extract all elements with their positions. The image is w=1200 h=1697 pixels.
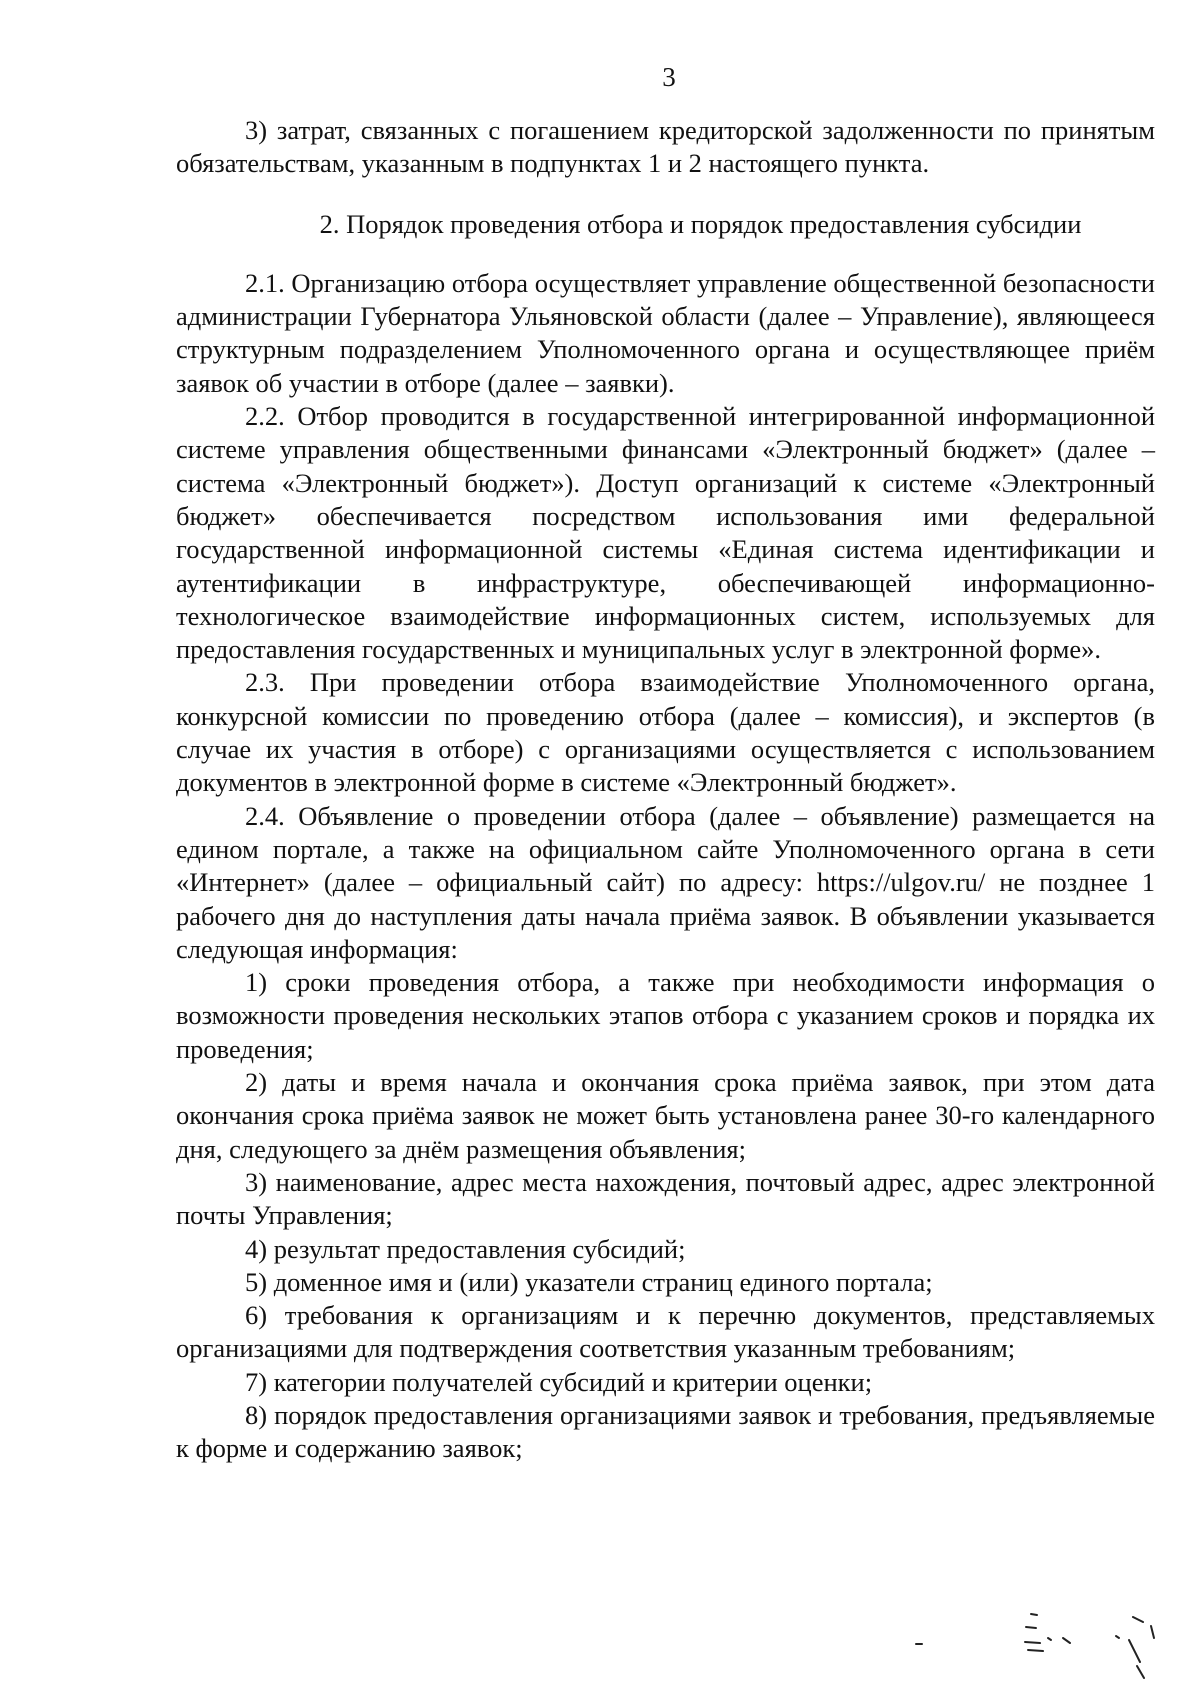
paragraph-2-1: 2.1. Организацию отбора осуществляет управление общественной безопасности администрации Губернатора Ульяновской области (далее – Управление), являющееся структурным подразделением Уполномоченного органа и осуществляющее приём заявок об участии в отборе (далее – заявки). — [176, 267, 1155, 398]
paragraph-2-3: 2.3. При проведении отбора взаимодействие Уполномоченного органа, конкурсной комиссии по проведению отбора (далее – комиссия), и экспертов (в случае их участия в отборе) с организациями осуществляется с использованием документов в электронной форме в системе «Электронный бюджет». — [176, 667, 1155, 798]
paragraph-item-3: 3) затрат, связанных с погашением кредиторской задолженности по принятым обязательствам, указанным в подпунктах 1 и 2 настоящего пункта. — [176, 115, 1155, 179]
list-item-1: 1) сроки проведения отбора, а также при необходимости информация о возможности проведения нескольких этапов отбора с указанием сроков и порядка их проведения; — [176, 967, 1155, 1064]
list-item-7: 7) категории получателей субсидий и критерии оценки; — [245, 1366, 873, 1397]
list-item-3: 3) наименование, адрес места нахождения, почтовый адрес, адрес электронной почты Управления; — [176, 1166, 1155, 1231]
paragraph-2-4: 2.4. Объявление о проведении отбора (далее – объявление) размещается на едином портале, а также на официальном сайте Уполномоченного органа в сети «Интернет» (далее – официальный сайт) по адресу: https://ulgov.ru/ не позднее 1 рабочего дня до наступления даты начала приёма заявок. В объявлении указывается следующая информация: — [176, 800, 1155, 964]
list-item-8: 8) порядок предоставления организациями заявок и требования, предъявляемые к форме и содержанию заявок; — [176, 1399, 1155, 1464]
document-body — [176, 114, 1155, 1466]
page-number: 3 — [662, 62, 676, 92]
list-item-2: 2) даты и время начала и окончания срока приёма заявок, при этом дата окончания срока приёма заявок не может быть установлена ранее 30-го календарного дня, следующего за днём размещения объявления; — [176, 1067, 1155, 1164]
list-item-6: 6) требования к организациям и к перечню документов, представляемых организациями для подтверждения соответствия указанным требованиям; — [176, 1300, 1155, 1364]
list-item-5: 5) доменное имя и (или) указатели страниц единого портала; — [245, 1266, 933, 1297]
paragraph-2-2: 2.2. Отбор проводится в государственной интегрированной информационной системе управления общественными финансами «Электронный бюджет» (далее – система «Электронный бюджет»). Доступ организаций к системе «Электронный бюджет» обеспечивается посредством использования ими федеральной государственной информационной системы «Единая система идентификации и аутентификации в инфраструктуре, обеспечивающей информационно-технологическое взаимодействие информационных систем, используемых для предоставления государственных и муниципальных услуг в электронной форме». — [176, 401, 1155, 665]
scan-marks — [900, 1600, 1200, 1697]
list-item-4: 4) результат предоставления субсидий; — [245, 1233, 686, 1264]
section-heading: 2. Порядок проведения отбора и порядок предоставления субсидии — [319, 208, 1082, 239]
